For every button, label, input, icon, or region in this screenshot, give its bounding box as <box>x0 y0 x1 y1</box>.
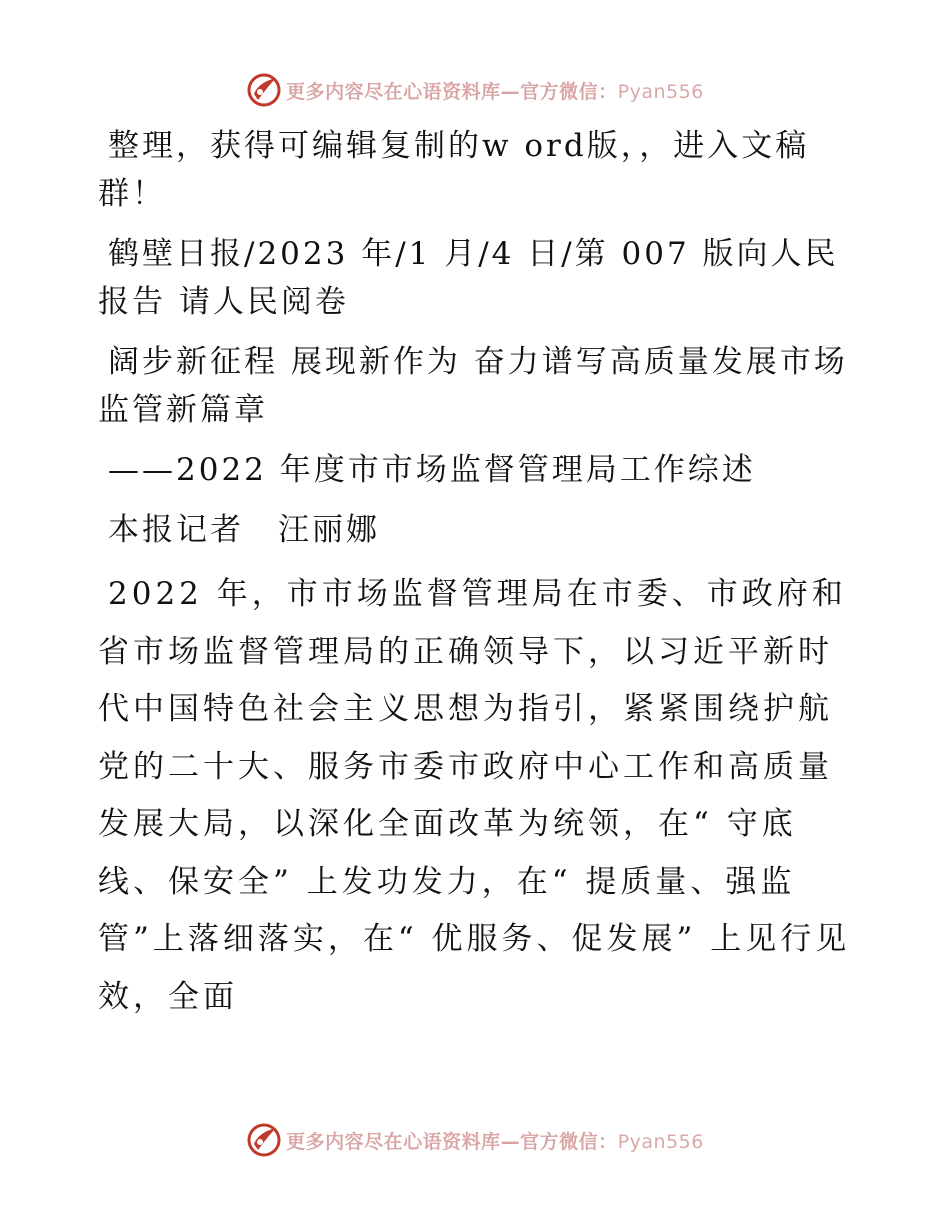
source-line: 鹤壁日报/2023 年/1 月/4 日/第 007 版向人民报告 请人民阅卷 <box>98 236 839 320</box>
banner-contact: Pyan556 <box>617 80 704 103</box>
brush-logo-icon <box>246 1122 282 1158</box>
intro-line: 整理，获得可编辑复制的w ord版，，进入文稿群！ <box>98 128 810 212</box>
article-subtitle: ——2022 年度市市场监督管理局工作综述 <box>108 452 756 488</box>
banner-contact: Pyan556 <box>617 1130 704 1153</box>
body-paragraph: 2022 年，市市场监督管理局在市委、市政府和省市场监督管理局的正确领导下，以习近平新时代中国特色社会主义思想为指引，紧紧围绕护航党的二十大、服务市委市政府中心工作和高质量发展大局，以深化全面改革为统领，在“ 守底线、保安全” 上发功发力，在“ 提质量、强监管”上落细落实，在“ 优服务、促发展” 上见行见效，全面 <box>98 576 851 1015</box>
banner-text: 更多内容尽在心语资料库—官方微信：Pyan556 <box>286 80 704 103</box>
article-body <box>98 122 858 1038</box>
footer-banner <box>0 1120 950 1160</box>
article-title: 阔步新征程 展现新作为 奋力谱写高质量发展市场监管新篇章 <box>98 344 848 428</box>
byline: 本报记者 汪丽娜 <box>108 512 380 548</box>
banner-text: 更多内容尽在心语资料库—官方微信：Pyan556 <box>286 1130 704 1153</box>
header-banner <box>0 70 950 110</box>
brush-logo-icon <box>246 72 282 108</box>
